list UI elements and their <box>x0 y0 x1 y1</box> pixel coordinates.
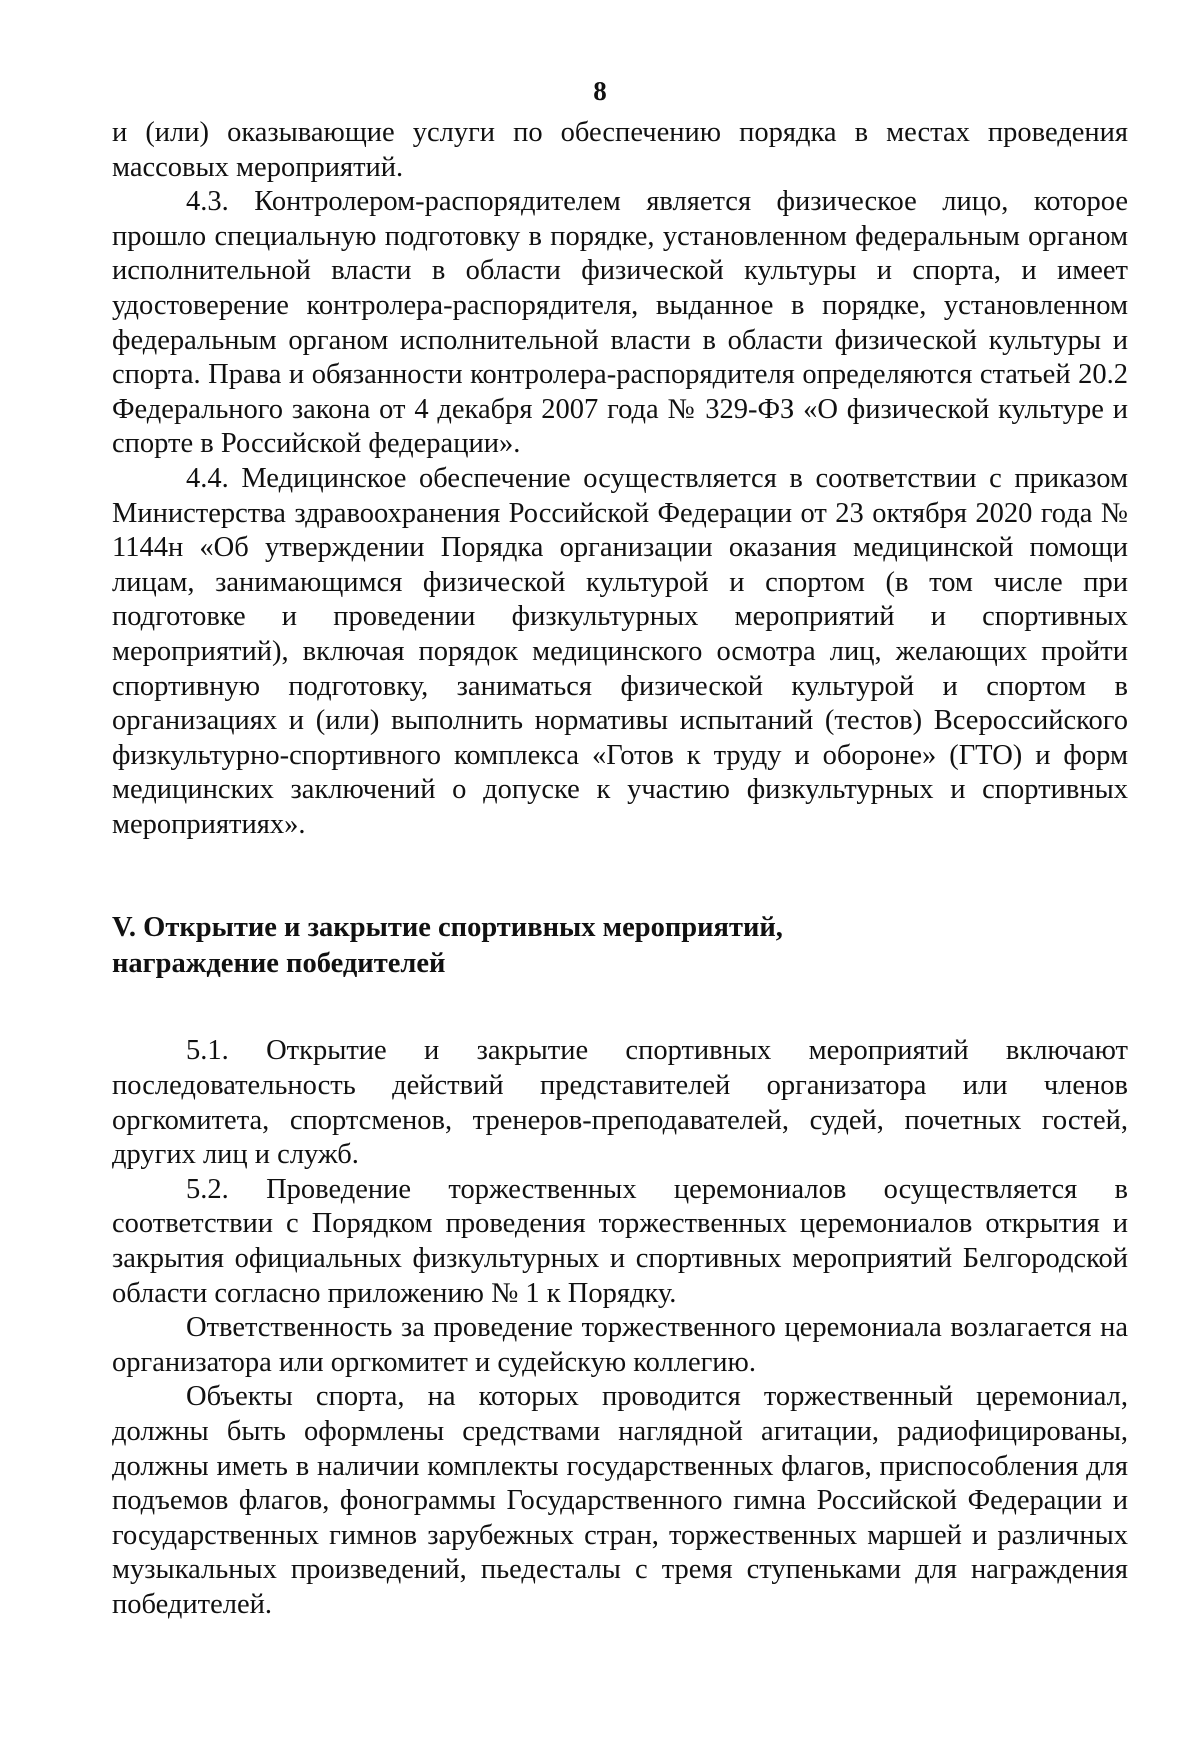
paragraph-continuation: и (или) оказывающие услуги по обеспечению порядка в местах проведения массовых мероприятий. <box>112 117 1128 183</box>
paragraph-5-1: 5.1. Открытие и закрытие спортивных мероприятий включают последовательность действий представителей организатора или членов оргкомитета, спортсменов, тренеров-преподавателей, судей, почетных гостей, других лиц и служб. <box>112 1035 1128 1171</box>
page-number: 8 <box>593 76 607 106</box>
paragraph-sport-facilities: Объекты спорта, на которых проводится торжественный церемониал, должны быть оформлены средствами наглядной агитации, радиофицированы, должны иметь в наличии комплекты государственных флагов, приспособления для подъемов флагов, фонограммы Государственного гимна Российской Федерации и государственных гимнов зарубежных стран, торжественных маршей и различных музыкальных произведений, пьедесталы с тремя ступеньками для награждения победителей. <box>112 1381 1128 1620</box>
paragraph-responsibility: Ответственность за проведение торжественного церемониала возлагается на организатора или оргкомитет и судейскую коллегию. <box>112 1312 1128 1378</box>
section-heading-line-2: награждение победителей <box>112 948 446 980</box>
document-body <box>112 116 1128 1623</box>
section-heading <box>112 910 1128 982</box>
paragraph-4-4: 4.4. Медицинское обеспечение осуществляется в соответствии с приказом Министерства здравоохранения Российской Федерации от 23 октября 2020 года № 1144н «Об утверждении Порядка организации оказания медицинской помощи лицам, занимающимся физической культурой и спортом (в том числе при подготовке и проведении физкультурных мероприятий и спортивных мероприятий), включая порядок медицинского осмотра лиц, желающих пройти спортивную подготовку, заниматься физической культурой и спортом в организациях и (или) выполнить нормативы испытаний (тестов) Всероссийского физкультурно-спортивного комплекса «Готов к труду и обороне» (ГТО) и форм медицинских заключений о допуске к участию физкультурных и спортивных мероприятиях». <box>112 462 1128 840</box>
paragraph-5-2: 5.2. Проведение торжественных церемониалов осуществляется в соответствии с Порядком проведения торжественных церемониалов открытия и закрытия официальных физкультурных и спортивных мероприятий Белгородской области согласно приложению № 1 к Порядку. <box>112 1173 1128 1309</box>
paragraph-4-3: 4.3. Контролером-распорядителем является физическое лицо, которое прошло специальную подготовку в порядке, установленном федеральным органом исполнительной власти в области физической культуры и спорта, и имеет удостоверение контролера-распорядителя, выданное в порядке, установленном федеральным органом исполнительной власти в области физической культуры и спорта. Права и обязанности контролера-распорядителя определяются статьей 20.2 Федерального закона от 4 декабря 2007 года № 329-ФЗ «О физической культуре и спорте в Российской федерации». <box>112 186 1128 460</box>
section-heading-line-1: V. Открытие и закрытие спортивных мероприятий, <box>112 912 783 944</box>
